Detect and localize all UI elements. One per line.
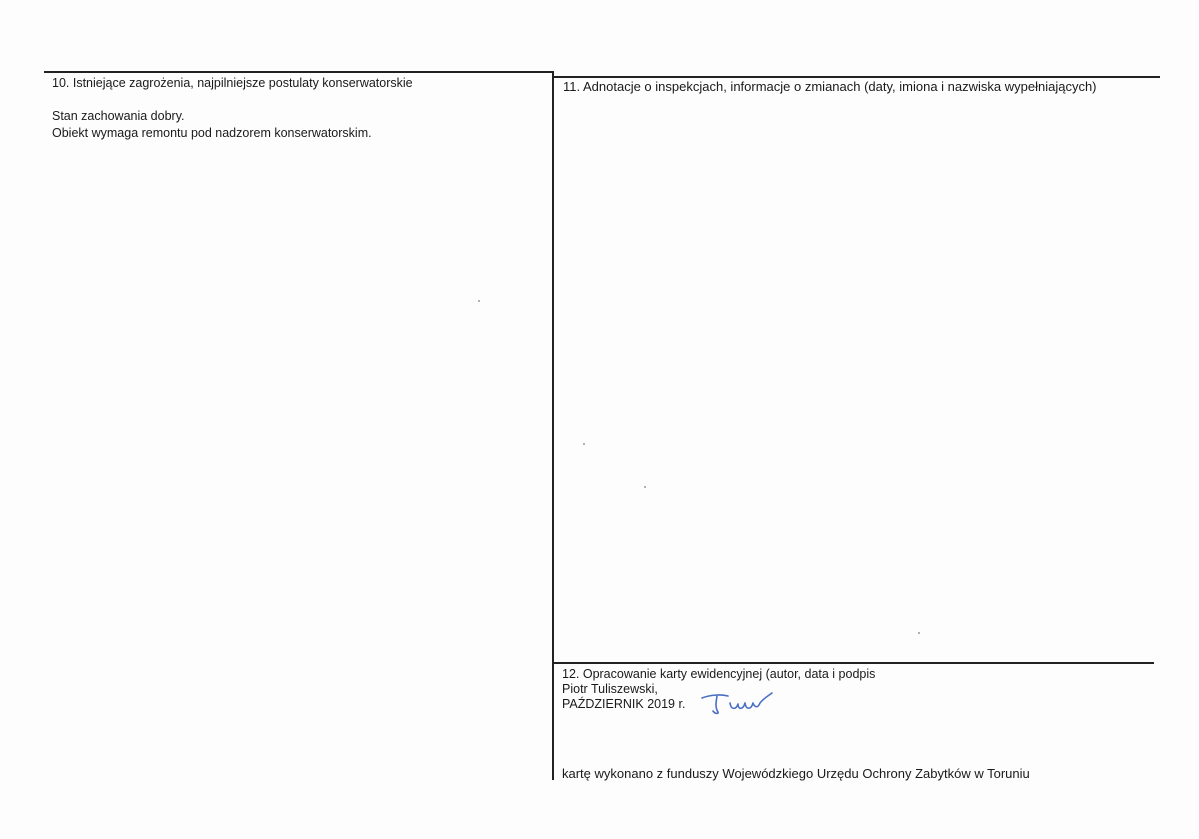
section-10-top-rule [44,71,554,73]
scan-speck [918,632,920,634]
condition-statement: Stan zachowania dobry. [52,109,185,123]
section-11-title: 11. Adnotacje o inspekcjach, informacje o zmianach (daty, imiona i nazwiska wypełniających) [563,79,1097,94]
section-10-title: 10. Istniejące zagrożenia, najpilniejsze postulaty konserwatorskie [52,76,413,90]
section-12-top-rule [554,662,1154,664]
section-12-title: 12. Opracowanie karty ewidencyjnej (autor, data i podpis [562,667,876,681]
author-name: Piotr Tuliszewski, [562,682,658,696]
scan-speck [478,300,480,302]
funding-note: kartę wykonano z funduszy Wojewódzkiego Urzędu Ochrony Zabytków w Toruniu [562,766,1030,781]
scan-speck [583,443,585,445]
column-divider [552,72,554,780]
handwritten-signature [698,690,778,718]
renovation-requirement: Obiekt wymaga remontu pod nadzorem konserwatorskim. [52,126,372,140]
preparation-date: PAŹDZIERNIK 2019 r. [562,697,686,711]
scan-speck [644,486,646,488]
section-11-top-rule [554,76,1160,78]
